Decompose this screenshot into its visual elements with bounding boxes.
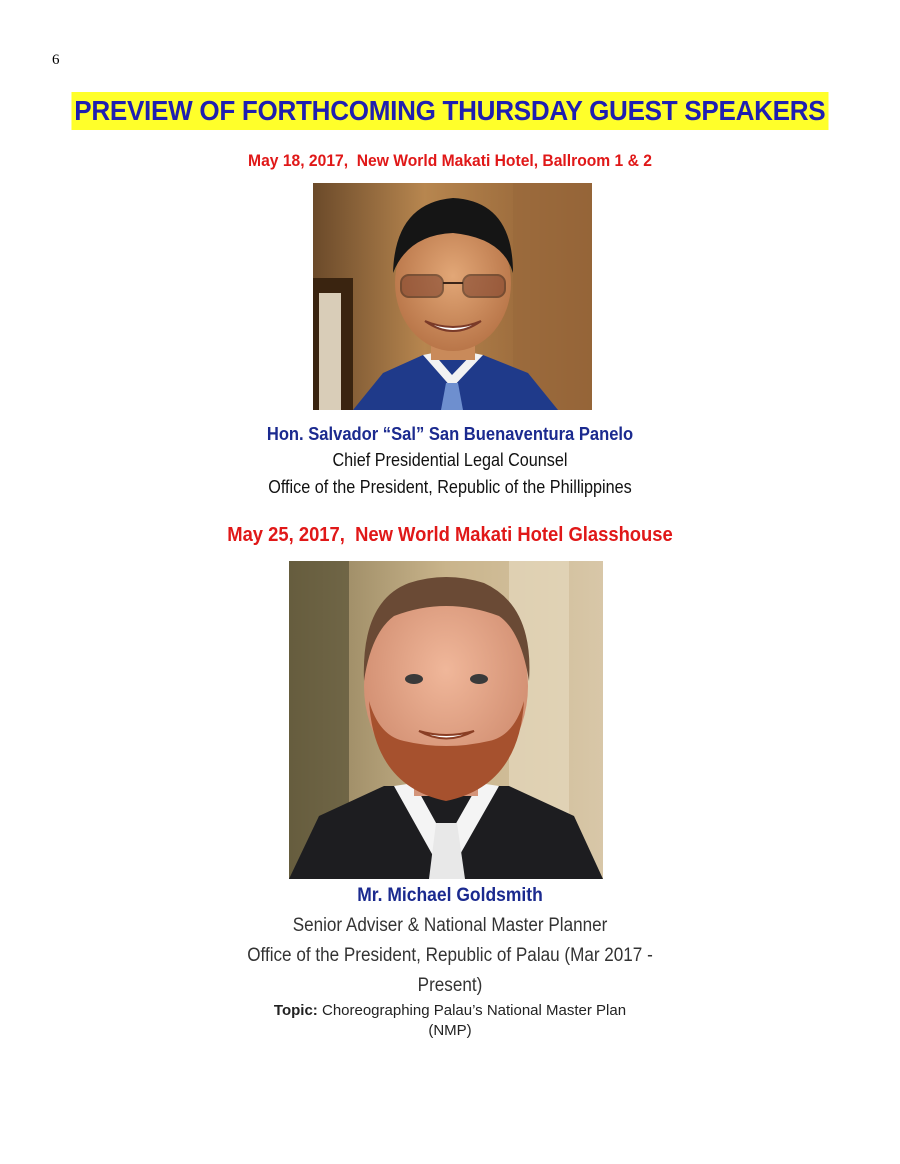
speaker-title-1-line-1: Chief Presidential Legal Counsel — [332, 450, 568, 470]
speaker-photo-panelo — [313, 183, 592, 410]
speaker-name-2: Mr. Michael Goldsmith — [357, 885, 543, 906]
page-number: 6 — [52, 52, 60, 68]
speaker-title-2-line-3: Present) — [417, 975, 483, 996]
topic-label: Topic: — [273, 1002, 318, 1019]
speaker-title-2-line-2: Office of the President, Republic of Palau (Mar 2017 - — [247, 945, 653, 966]
speaker-topic-line-2: (NMP) — [428, 1022, 472, 1039]
topic-text-line-1: Choreographing Palau’s National Master Plan — [317, 1002, 627, 1019]
speaker-title-2-line-1: Senior Adviser & National Master Planner — [292, 915, 608, 936]
speaker-name-1: Hon. Salvador “Sal” San Buenaventura Panelo — [266, 424, 634, 444]
speaker-topic-line-1 — [0, 1002, 900, 1019]
speaker-photo-goldsmith — [289, 561, 603, 879]
speaker-title-1-line-2: Office of the President, Republic of the Phillippines — [268, 477, 632, 497]
page-headline: PREVIEW OF FORTHCOMING THURSDAY GUEST SPEAKERS — [72, 92, 829, 130]
event-date-venue-2: May 25, 2017, New World Makati Hotel Glasshouse — [227, 524, 673, 546]
headline-container — [0, 92, 900, 130]
event-date-venue-1: May 18, 2017, New World Makati Hotel, Ballroom 1 & 2 — [248, 151, 652, 170]
